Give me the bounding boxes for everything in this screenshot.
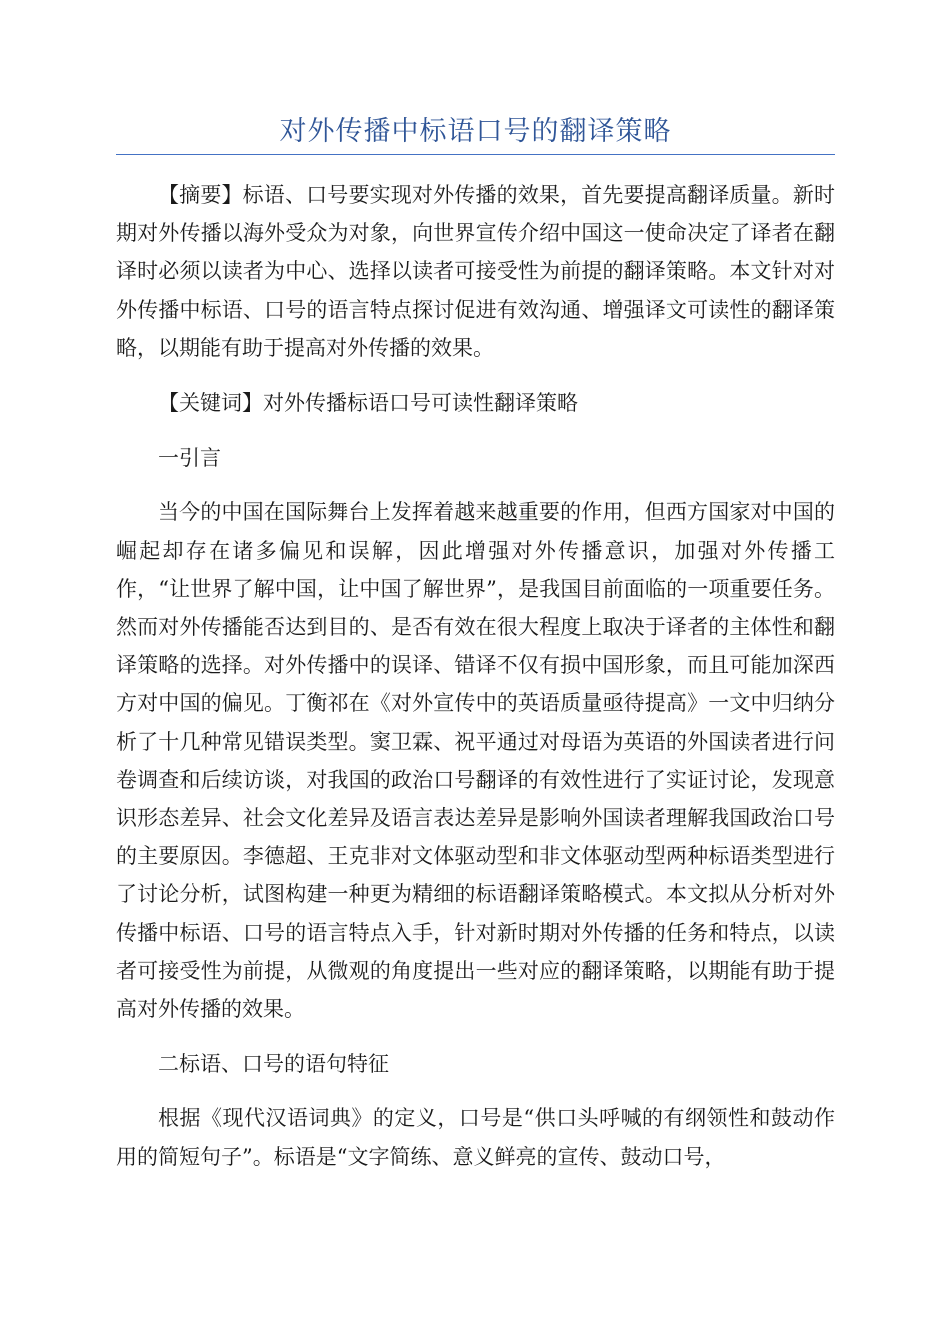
- section-heading-introduction: 一引言: [158, 446, 221, 471]
- keywords-paragraph: 【关键词】对外传播标语口号可读性翻译策略: [158, 391, 578, 416]
- abstract-paragraph: 【摘要】标语、口号要实现对外传播的效果，首先要提高翻译质量。新时期对外传播以海外受众为对象，向世界宣传介绍中国这一使命决定了译者在翻译时必须以读者为中心、选择以读者可接受性为前提的翻译策略。本文针对对外传播中标语、口号的语言特点探讨促进有效沟通、增强译文可读性的翻译策略，以期能有助于提高对外传播的效果。: [116, 183, 835, 360]
- introduction-paragraph: 当今的中国在国际舞台上发挥着越来越重要的作用，但西方国家对中国的崛起却存在诸多偏见和误解，因此增强对外传播意识，加强对外传播工作，“让世界了解中国，让中国了解世界”，是我国目前面临的一项重要任务。然而对外传播能否达到目的、是否有效在很大程度上取决于译者的主体性和翻译策略的选择。对外传播中的误译、错译不仅有损中国形象，而且可能加深西方对中国的偏见。丁衡祁在《对外宣传中的英语质量亟待提高》一文中归纳分析了十几种常见错误类型。窦卫霖、祝平通过对母语为英语的外国读者进行问卷调查和后续访谈，对我国的政治口号翻译的有效性进行了实证讨论，发现意识形态差异、社会文化差异及语言表达差异是影响外国读者理解我国政治口号的主要原因。李德超、王克非对文体驱动型和非文体驱动型两种标语类型进行了讨论分析，试图构建一种更为精细的标语翻译策略模式。本文拟从分析对外传播中标语、口号的语言特点入手，针对新时期对外传播的任务和特点，以读者可接受性为前提，从微观的角度提出一些对应的翻译策略，以期能有助于提高对外传播的效果。: [116, 500, 835, 1022]
- document-body: [116, 176, 835, 1193]
- features-paragraph: 根据《现代汉语词典》的定义，口号是“供口头呼喊的有纲领性和鼓动作用的简短句子”。标语是“文字简练、意义鲜亮的宣传、鼓动口号，: [116, 1106, 835, 1169]
- document-title: 对外传播中标语口号的翻译策略: [279, 116, 672, 147]
- title-underline: [116, 154, 835, 155]
- section-heading-features: 二标语、口号的语句特征: [158, 1052, 389, 1077]
